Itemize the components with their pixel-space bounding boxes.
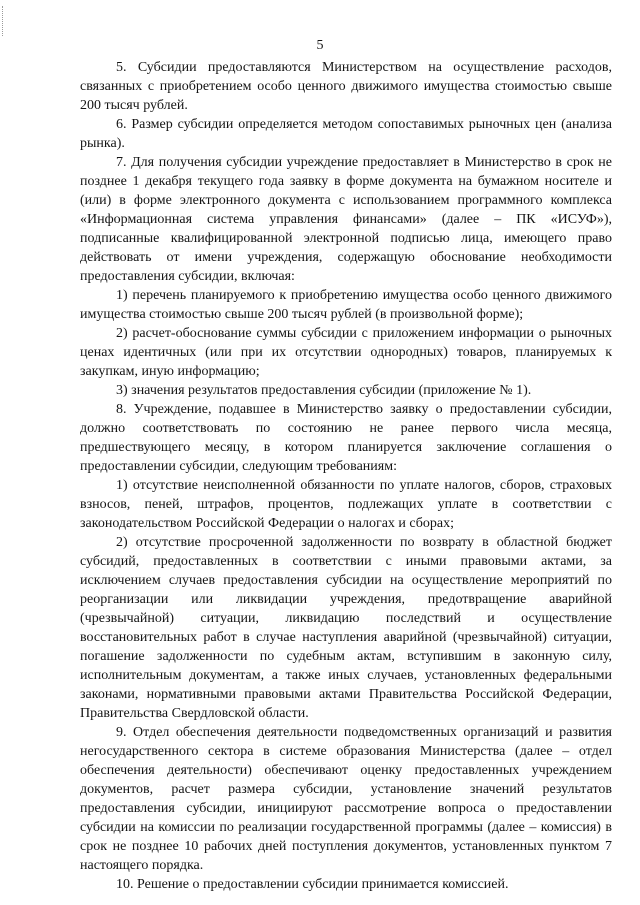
subitem-7-1: 1) перечень планируемого к приобретению имущества особо ценного движимого имущества стоимостью свыше 200 тысяч рублей (в произвольной форме); [80, 288, 612, 322]
paragraph-item-5: 5. Субсидии предоставляются Министерством на осуществление расходов, связанных с приобретением особо ценного движимого имущества стоимостью свыше 200 тысяч рублей. [80, 60, 612, 113]
subitem-7-2: 2) расчет-обоснование суммы субсидии с приложением информации о рыночных ценах идентичных (или при их отсутствии однородных) товаров, планируемых к закупкам, иную информацию; [80, 326, 612, 379]
subitem-7-3: 3) значения результатов предоставления субсидии (приложение № 1). [116, 383, 532, 398]
page-number: 5 [316, 38, 324, 53]
paragraph-item-8: 8. Учреждение, подавшее в Министерство заявку о предоставлении субсидии, должно соответствовать по состоянию не ранее первого числа месяца, предшествующего месяцу, в котором планируется заключение соглашения о предоставлении субсидии, следующим требованиям: [80, 402, 612, 474]
scan-edge-marks [2, 6, 6, 36]
paragraph-item-7: 7. Для получения субсидии учреждение предоставляет в Министерство в срок не позднее 1 декабря текущего года заявку в форме документа на бумажном носителе и (или) в форме электронного документа с использованием программного комплекса «Информационная система управления финансами» (далее – ПК «ИСУФ»), подписанные квалифицированной электронной подписью лица, имеющего право действовать от имени учреждения, содержащую обоснование необходимости предоставления субсидии, включая: [80, 155, 612, 284]
paragraph-item-10: 10. Решение о предоставлении субсидии принимается комиссией. [116, 877, 509, 892]
paragraph-item-9: 9. Отдел обеспечения деятельности подведомственных организаций и развития негосударственного сектора в системе образования Министерства (далее – отдел обеспечения деятельности) обеспечивают оценку предоставленных учреждением документов, расчет размера субсидии, установление значений результатов предоставления субсидии, инициируют рассмотрение вопроса о предоставлении субсидии на комиссии по реализации государственной программы (далее – комиссия) в срок не позднее 10 рабочих дней поступления документов, установленных пунктом 7 настоящего порядка. [80, 725, 612, 873]
paragraph-item-6: 6. Размер субсидии определяется методом сопоставимых рыночных цен (анализа рынка). [80, 117, 612, 151]
document-body [80, 58, 612, 894]
subitem-8-1: 1) отсутствие неисполненной обязанности по уплате налогов, сборов, страховых взносов, пеней, штрафов, процентов, подлежащих уплате в соответствии с законодательством Российской Федерации о налогах и сборах; [80, 478, 612, 531]
subitem-8-2: 2) отсутствие просроченной задолженности по возврату в областной бюджет субсидий, предоставленных в соответствии с иными правовыми актами, за исключением случаев предоставления субсидии на осуществление мероприятий по реорганизации или ликвидации учреждения, предотвращение аварийной (чрезвычайной) ситуации, ликвидацию последствий и осуществление восстановительных работ в случае наступления аварийной (чрезвычайной) ситуации, погашение задолженности по судебным актам, вступившим в законную силу, исполнительным документам, а также иных случаев, установленных федеральными законами, нормативными правовыми актами Правительства Российской Федерации, Правительства Свердловской области. [80, 535, 612, 721]
